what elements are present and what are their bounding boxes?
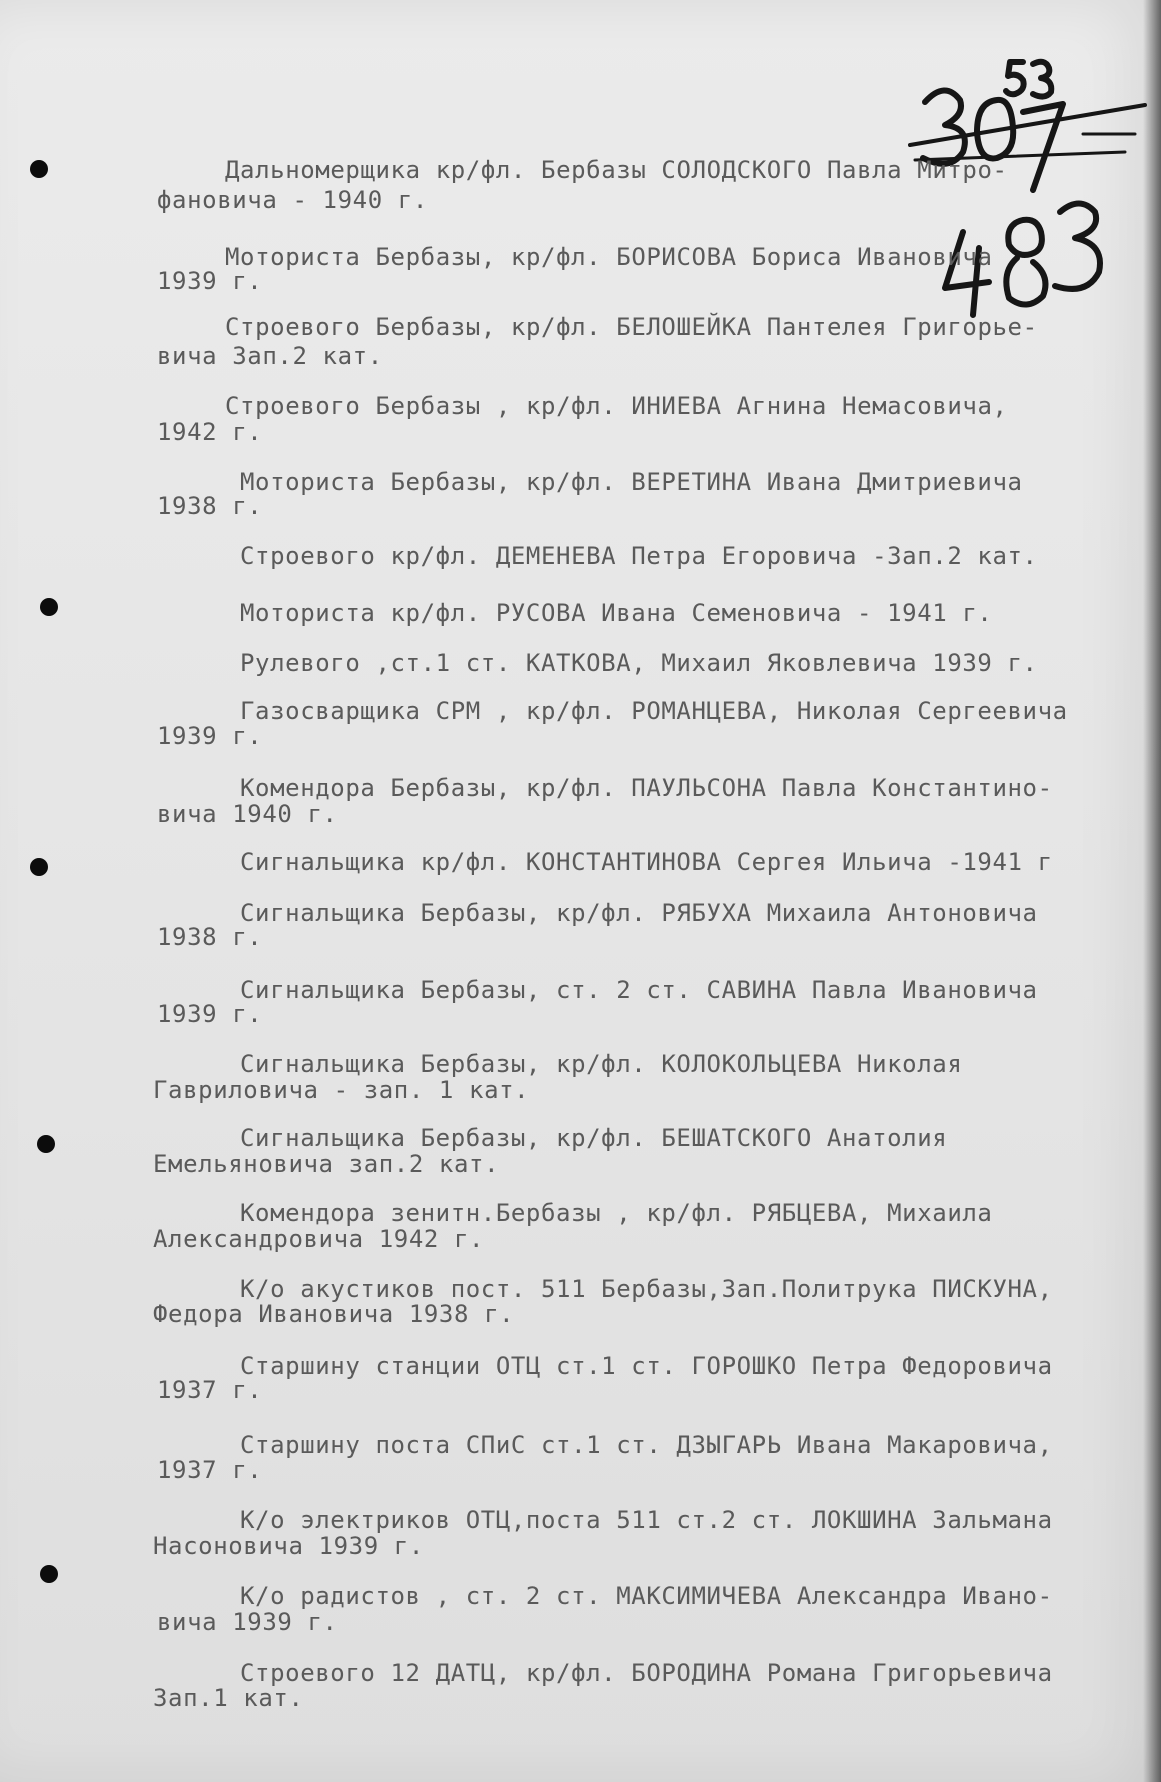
- entry-20-line-2: Насоновича 1939 г.: [153, 1532, 424, 1560]
- entry-10-line-2: вича 1940 г.: [157, 800, 338, 828]
- entry-12-line-2: 1938 г.: [157, 923, 263, 951]
- entry-3-line-1: Строевого Бербазы, кр/фл. БЕЛОШЕЙКА Пантелея Григорье-: [225, 313, 1038, 341]
- entry-5-line-2: 1938 г.: [157, 492, 263, 520]
- entry-15-line-1: Сигнальщика Бербазы, кр/фл. БЕШАТСКОГО Анатолия: [240, 1124, 948, 1152]
- entry-14-line-2: Гавриловича - зап. 1 кат.: [153, 1076, 530, 1104]
- entry-19-line-1: Старшину поста СПиС ст.1 ст. ДЗЫГАРЬ Ивана Макаровича,: [240, 1431, 1053, 1459]
- entry-14-line-1: Сигнальщика Бербазы, кр/фл. КОЛОКОЛЬЦЕВА Николая: [240, 1050, 963, 1078]
- entry-9-line-2: 1939 г.: [157, 722, 263, 750]
- entry-2-line-1: Моториста Бербазы, кр/фл. БОРИСОВА Бориса Ивановича: [225, 243, 993, 271]
- entry-13-line-2: 1939 г.: [157, 1000, 263, 1028]
- entry-4-line-2: 1942 г.: [157, 418, 263, 446]
- entry-5-line-1: Моториста Бербазы, кр/фл. ВЕРЕТИНА Ивана Дмитриевича: [240, 468, 1023, 496]
- entry-8-line-1: Рулевого ,ст.1 ст. КАТКОВА, Михаил Яковлевича 1939 г.: [240, 649, 1038, 677]
- entry-3-line-2: вича Зап.2 кат.: [157, 342, 383, 370]
- entry-22-line-2: Зап.1 кат.: [153, 1684, 304, 1712]
- entry-19-line-2: 1937 г.: [157, 1456, 263, 1484]
- entry-16-line-1: Комендора зенитн.Бербазы , кр/фл. РЯБЦЕВА, Михаила: [240, 1199, 993, 1227]
- entry-22-line-1: Строевого 12 ДАТЦ, кр/фл. БОРОДИНА Романа Григорьевича: [240, 1659, 1053, 1687]
- entry-7-line-1: Моториста кр/фл. РУСОВА Ивана Семеновича - 1941 г.: [240, 599, 993, 627]
- entry-13-line-1: Сигнальщика Бербазы, ст. 2 ст. САВИНА Павла Ивановича: [240, 976, 1038, 1004]
- entry-17-line-1: К/о акустиков пост. 511 Бербазы,Зап.Политрука ПИСКУНА,: [240, 1275, 1053, 1303]
- entry-18-line-2: 1937 г.: [157, 1376, 263, 1404]
- entry-11-line-1: Сигнальщика кр/фл. КОНСТАНТИНОВА Сергея Ильича -1941 г: [240, 848, 1053, 876]
- entry-1-line-1: Дальномерщика кр/фл. Бербазы СОЛОДСКОГО Павла Митро-: [225, 156, 1008, 184]
- entry-17-line-2: Федора Ивановича 1938 г.: [153, 1300, 515, 1328]
- entry-2-line-2: 1939 г.: [157, 267, 263, 295]
- entry-15-line-2: Емельяновича зап.2 кат.: [153, 1150, 500, 1178]
- entry-10-line-1: Комендора Бербазы, кр/фл. ПАУЛЬСОНА Павла Константино-: [240, 774, 1053, 802]
- entry-20-line-1: К/о электриков ОТЦ,поста 511 ст.2 ст. ЛОКШИНА Зальмана: [240, 1506, 1053, 1534]
- entry-6-line-1: Строевого кр/фл. ДЕМЕНЕВА Петра Егоровича -Зап.2 кат.: [240, 542, 1038, 570]
- entry-9-line-1: Газосварщика СРМ , кр/фл. РОМАНЦЕВА, Николая Сергеевича: [240, 697, 1068, 725]
- entry-1-line-2: фановича - 1940 г.: [157, 186, 428, 214]
- entry-4-line-1: Строевого Бербазы , кр/фл. ИНИЕВА Агнина Немасовича,: [225, 392, 1008, 420]
- entry-21-line-1: К/о радистов , ст. 2 ст. МАКСИМИЧЕВА Александра Ивано-: [240, 1582, 1053, 1610]
- entry-21-line-2: вича 1939 г.: [157, 1608, 338, 1636]
- entry-16-line-2: Александровича 1942 г.: [153, 1225, 485, 1253]
- entry-12-line-1: Сигнальщика Бербазы, кр/фл. РЯБУХА Михаила Антоновича: [240, 899, 1038, 927]
- entry-18-line-1: Старшину станции ОТЦ ст.1 ст. ГОРОШКО Петра Федоровича: [240, 1352, 1053, 1380]
